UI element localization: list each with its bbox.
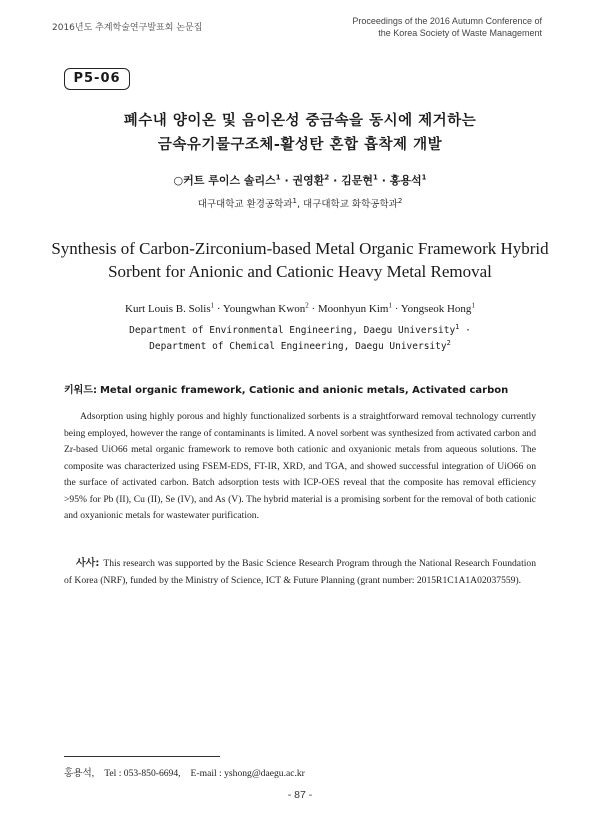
korean-author: 권영환 [292,174,325,187]
author-separator: · [214,303,223,315]
author-separator: · [377,174,390,187]
author-superscript: 1 [373,173,378,182]
korean-author: 김문현 [341,174,373,187]
page-number: - 87 - [287,789,313,801]
korean-author-list [0,172,600,188]
korean-title-line2: 금속유기물구조체-활성탄 혼합 흡착제 개발 [157,137,443,153]
acknowledgment-paragraph [64,556,536,589]
english-affiliation: Department of Environmental Engineering, Daegu University [129,325,456,336]
korean-title-line1: 폐수내 양이온 및 음이온성 중금속을 동시에 제거하는 [123,113,477,129]
korean-author: 홍용석 [389,174,422,187]
running-header-right-line2: the Korea Society of Waste Management [378,28,542,38]
author-superscript: 2 [324,173,330,182]
footnote-name: 홍용석, [64,768,95,779]
english-author-list [0,303,600,315]
korean-affiliation: 대구대학교 화학공학과 [303,199,398,210]
affiliation-superscript: 1 [292,196,297,205]
english-author: Kurt Louis B. Solis [125,303,211,315]
author-separator: · [280,174,293,187]
english-affiliation: Department of Chemical Engineering, Daegu University [149,341,447,352]
english-title-line2: Sorbent for Anionic and Cationic Heavy Metal Removal [108,262,492,281]
running-header-right [352,15,542,39]
keywords-line [64,381,508,396]
author-separator: · [329,174,342,187]
author-superscript: 1 [275,173,281,182]
footnote-phone: Tel : 053-850-6694, [104,768,181,779]
affiliation-separator: · [459,325,471,336]
english-affiliation-line1 [0,322,600,336]
author-superscript: 2 [305,301,309,310]
english-author: Yongseok Hong [400,303,472,315]
running-header-right-line1: Proceedings of the 2016 Autumn Conference of [352,16,542,26]
author-separator: · [391,303,401,315]
korean-affiliations [0,196,600,210]
korean-affiliation: 대구대학교 환경공학과 [197,199,293,210]
keywords-text: Metal organic framework, Cationic and anionic metals, Activated carbon [99,385,509,396]
footnote-divider [64,756,220,757]
presenter-marker: ○ [173,174,184,187]
paper-code-badge: P5-06 [64,68,130,90]
english-affiliation-line2 [0,338,600,352]
keywords-label: 키워드: [64,385,97,396]
korean-author: 커트 루이스 솔리스 [183,174,276,187]
acknowledgment-label: 사사: [76,558,100,569]
footnote-email: E-mail : yshong@daegu.ac.kr [190,768,305,779]
abstract-paragraph: Adsorption using highly porous and highly functionalized sorbents is a straightforward removal technology currently being employed, however the range of contaminants is limited. A novel sorbent was synthesized from activated carbon and Zr-based UiO66 metal organic framework to remove both cationic and oxyanionic metals from aqueous solutions. The composite was characterized using FSEM-EDS, FT-IR, XRD, and TGA, and showed successful integration of UiO66 on the surface of activated carbon. Batch adsorption tests with ICP-OES reveal that the composite has removal efficiency >95% for Pb (II), Cu (II), Se (IV), and As (V). The hybrid material is a promising sorbent for the removal of both cationic and oxyanionic metals for wastewater purification. [64,411,536,521]
author-separator: · [308,303,318,315]
author-superscript: 1 [471,301,475,310]
affiliation-superscript: 2 [397,196,403,205]
affiliation-superscript: 1 [455,322,460,331]
acknowledgment-text: This research was supported by the Basic Science Research Program through the National Research Foundation of Korea (NRF), funded by the Ministry of Science, ICT & Future Planning (grant number: 2015R1C1A1A02037559). [64,558,536,586]
english-author: Youngwhan Kwon [222,303,306,315]
affiliation-superscript: 2 [446,338,451,347]
author-superscript: 1 [210,301,215,310]
english-author: Moonhyun Kim [317,303,389,315]
running-header-left: 2016년도 추계학술연구발표회 논문집 [52,23,203,33]
author-superscript: 1 [421,173,427,182]
english-title-line1: Synthesis of Carbon-Zirconium-based Metal Organic Framework Hybrid [51,239,549,258]
footnote-contact [64,765,305,779]
affiliation-separator: , [296,199,304,210]
author-superscript: 1 [388,301,392,310]
